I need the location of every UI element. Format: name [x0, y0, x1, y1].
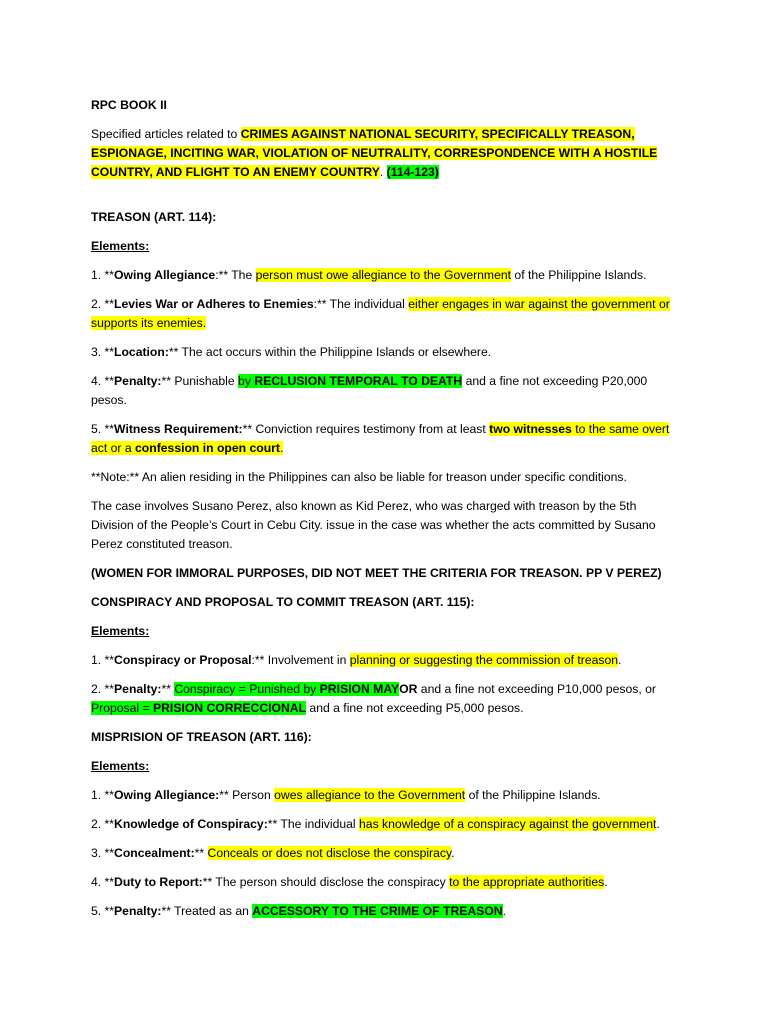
- item-highlight: by: [238, 374, 255, 388]
- misprision-item-1: [91, 786, 676, 805]
- item-highlight: two witnesses: [489, 422, 572, 436]
- item-num: 1. **: [91, 653, 115, 667]
- item-num: 5. **: [91, 904, 115, 918]
- conspiracy-elements-label: Elements:: [91, 624, 150, 638]
- item-highlight: .: [279, 441, 284, 455]
- item-highlight: Conspiracy = Punished by: [174, 682, 320, 696]
- item-term: Witness Requirement:: [114, 422, 243, 436]
- treason-item-2: [91, 295, 676, 333]
- item-num: 1. **: [91, 788, 115, 802]
- item-text: **: [194, 846, 208, 860]
- item-highlight: planning or suggesting the commission of treason: [349, 653, 619, 667]
- item-num: 2. **: [91, 682, 115, 696]
- item-text: ** Conviction requires testimony from at least: [242, 422, 490, 436]
- item-text: of the Philippine Islands.: [511, 268, 647, 282]
- conspiracy-item-1: [91, 651, 676, 670]
- item-text: :** Involvement in: [251, 653, 350, 667]
- conspiracy-heading: CONSPIRACY AND PROPOSAL TO COMMIT TREASON (ART. 115):: [91, 595, 475, 609]
- misprision-elements-label: Elements:: [91, 759, 150, 773]
- misprision-item-3: [91, 844, 676, 863]
- item-term: Penalty:: [114, 682, 162, 696]
- treason-heading: TREASON (ART. 114):: [91, 210, 217, 224]
- item-term: Conspiracy or Proposal: [114, 653, 252, 667]
- misprision-item-5: [91, 902, 676, 921]
- item-highlight: Conceals or does not disclose the conspiracy: [207, 846, 452, 860]
- treason-item-3: [91, 343, 676, 362]
- item-num: 2. **: [91, 297, 115, 311]
- item-text: and a fine not exceeding P20,000 pesos.: [91, 374, 648, 407]
- penalty-highlight: PRISION MAY: [319, 682, 400, 696]
- intro-highlight: CRIMES AGAINST NATIONAL SECURITY, SPECIFICALLY TREASON, ESPIONAGE, INCITING WAR, VIOLATION OF NEUTRALITY, CORRESPONDENCE WITH A HOSTILE COUNTRY, AND FLIGHT TO AN ENEMY COUNTRY: [91, 127, 658, 179]
- case-title: (WOMEN FOR IMMORAL PURPOSES, DID NOT MEET THE CRITERIA FOR TREASON. PP V PEREZ): [91, 566, 662, 580]
- item-num: 5. **: [91, 422, 115, 436]
- item-text: ** Person: [219, 788, 275, 802]
- item-text: .: [502, 904, 506, 918]
- penalty-highlight: RECLUSION TEMPORAL TO DEATH: [254, 374, 463, 388]
- item-term: Penalty:: [114, 374, 162, 388]
- item-highlight: either engages in war against the government or supports its enemies.: [91, 297, 670, 330]
- item-text: :** The: [215, 268, 256, 282]
- item-term: Duty to Report:: [114, 875, 203, 889]
- item-highlight: owes allegiance to the Government: [274, 788, 466, 802]
- item-text: .: [656, 817, 660, 831]
- item-term: Owing Allegiance: [114, 268, 216, 282]
- item-term: Levies War or Adheres to Enemies: [114, 297, 314, 311]
- item-num: 3. **: [91, 345, 115, 359]
- item-highlight: to the appropriate authorities: [449, 875, 605, 889]
- item-text: .: [451, 846, 455, 860]
- intro-dot: .: [379, 165, 387, 179]
- misprision-item-2: [91, 815, 676, 834]
- treason-item-4: [91, 372, 676, 410]
- item-text: ** The act occurs within the Philippine Islands or elsewhere.: [168, 345, 492, 359]
- item-highlight: has knowledge of a conspiracy against the government: [359, 817, 657, 831]
- item-text: :** The individual: [313, 297, 409, 311]
- item-text: ** Punishable: [161, 374, 239, 388]
- item-text: **: [161, 682, 175, 696]
- item-text: .: [618, 653, 622, 667]
- item-term: Owing Allegiance:: [114, 788, 220, 802]
- article-range: (114-123): [386, 165, 439, 179]
- item-num: 3. **: [91, 846, 115, 860]
- item-text: of the Philippine Islands.: [465, 788, 601, 802]
- doc-title: RPC BOOK II: [91, 98, 167, 112]
- treason-elements-label: Elements:: [91, 239, 150, 253]
- intro-text: Specified articles related to: [91, 127, 241, 141]
- item-text: ** Treated as an: [161, 904, 253, 918]
- item-term: Penalty:: [114, 904, 162, 918]
- treason-item-1: [91, 266, 676, 285]
- item-text: and a fine not exceeding P10,000 pesos, or: [417, 682, 656, 696]
- item-num: 4. **: [91, 875, 115, 889]
- item-highlight: to the same overt act or a: [91, 422, 670, 455]
- misprision-heading: MISPRISION OF TREASON (ART. 116):: [91, 730, 312, 744]
- item-highlight: confession in open court: [135, 441, 280, 455]
- conspiracy-item-2: [91, 680, 676, 718]
- misprision-item-4: [91, 873, 676, 892]
- item-term: Knowledge of Conspiracy:: [114, 817, 268, 831]
- intro-paragraph: [91, 125, 676, 182]
- item-term: Concealment:: [114, 846, 195, 860]
- item-text: .: [604, 875, 608, 889]
- item-text: and a fine not exceeding P5,000 pesos.: [306, 701, 524, 715]
- item-num: 2. **: [91, 817, 115, 831]
- item-term: Location:: [114, 345, 169, 359]
- treason-note: **Note:** An alien residing in the Philippines can also be liable for treason under specific conditions.: [91, 470, 627, 484]
- item-num: 1. **: [91, 268, 115, 282]
- item-highlight: Proposal =: [91, 701, 153, 715]
- treason-item-5: [91, 420, 676, 458]
- item-highlight: person must owe allegiance to the Government: [255, 268, 512, 282]
- item-num: 4. **: [91, 374, 115, 388]
- case-summary: The case involves Susano Perez, also known as Kid Perez, who was charged with treason by the 5th Division of the People’s Court in Cebu City. issue in the case was whether the acts committed by Susano Perez constituted treason.: [91, 499, 656, 551]
- item-term: OR: [399, 682, 418, 696]
- item-text: ** The individual: [267, 817, 360, 831]
- penalty-highlight: ACCESSORY TO THE CRIME OF TREASON: [252, 904, 503, 918]
- penalty-highlight: PRISION CORRECCIONAL: [153, 701, 307, 715]
- item-text: ** The person should disclose the conspiracy: [202, 875, 450, 889]
